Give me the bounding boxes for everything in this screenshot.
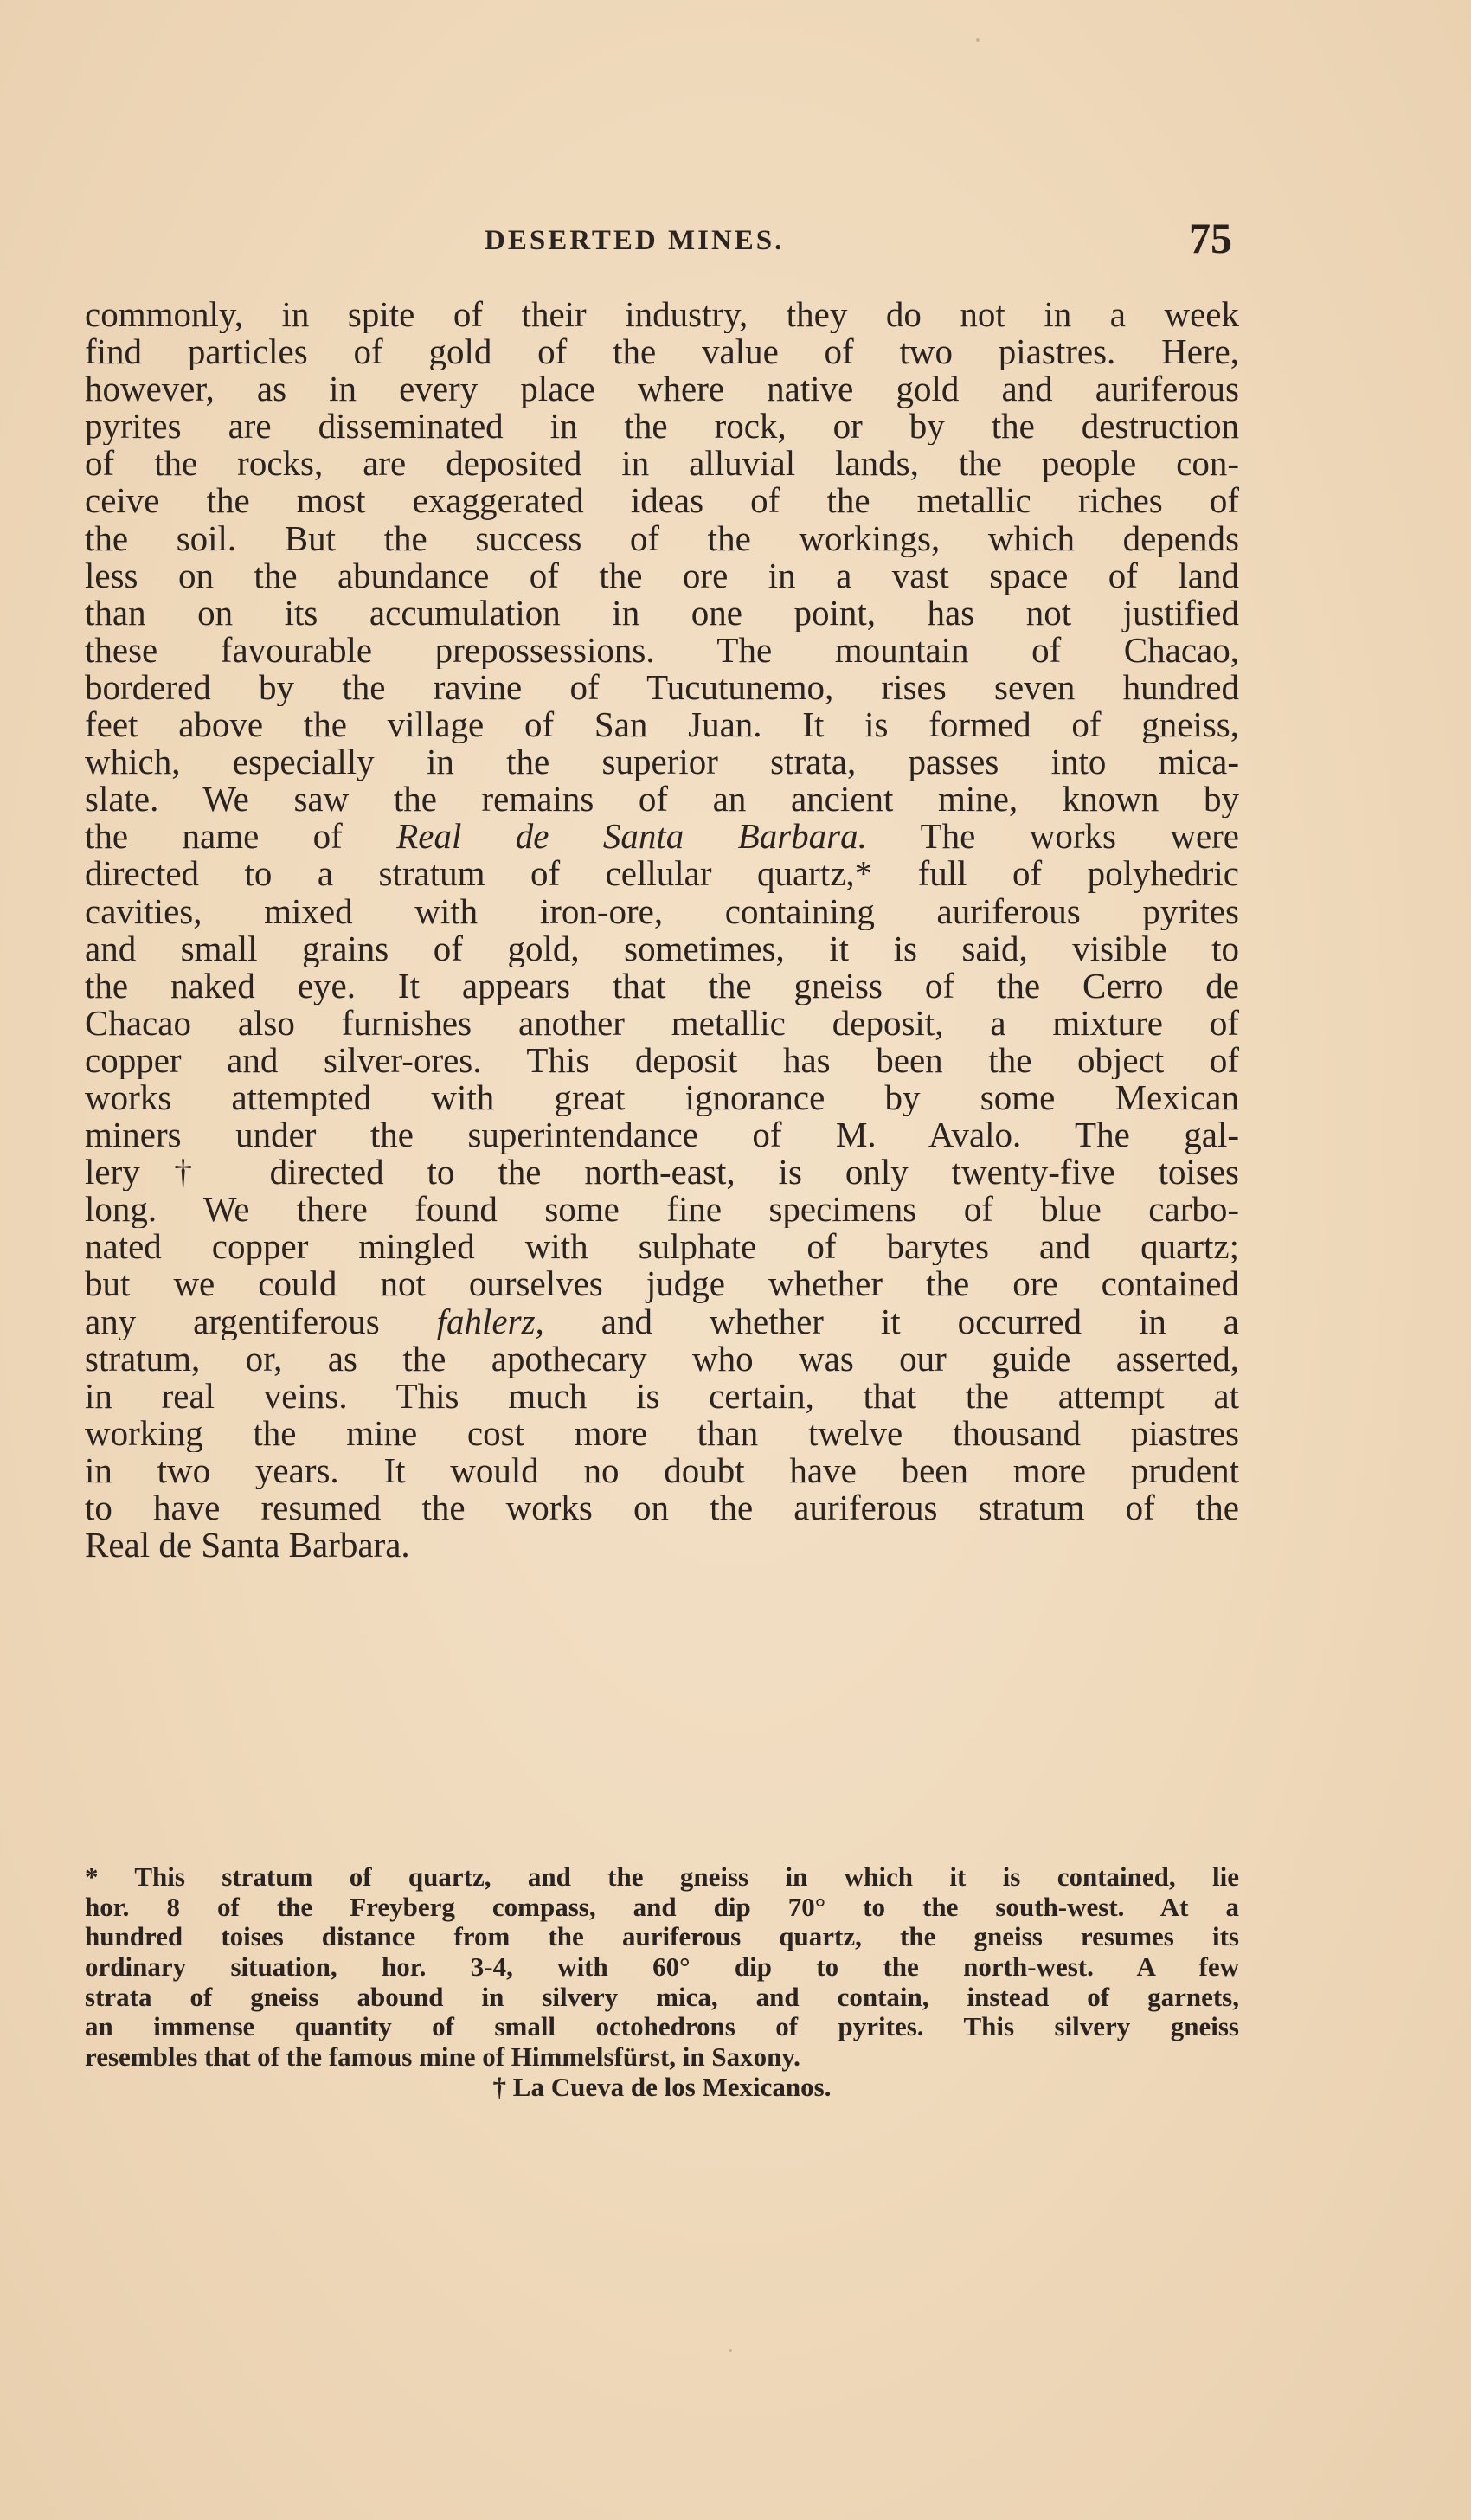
- footnote-line: ordinary situation, hor. 3-4, with 60° dip to the north-west. A few: [85, 1952, 1239, 1983]
- body-line: working the mine cost more than twelve thousand piastres: [85, 1414, 1239, 1452]
- body-line: in real veins. This much is certain, that the attempt at: [85, 1377, 1239, 1415]
- body-line: than on its accumulation in one point, has not justified: [85, 594, 1239, 632]
- page-number: 75: [1189, 214, 1232, 262]
- body-line: and small grains of gold, sometimes, it is said, visible to: [85, 929, 1239, 968]
- body-line: the naked eye. It appears that the gneiss of the Cerro de: [85, 967, 1239, 1005]
- body-line: the name of Real de Santa Barbara. The works were: [85, 818, 1239, 856]
- body-line: less on the abundance of the ore in a vast space of land: [85, 556, 1239, 595]
- body-line: bordered by the ravine of Tucutunemo, rises seven hundred: [85, 668, 1239, 707]
- body-line: feet above the village of San Juan. It is formed of gneiss,: [85, 706, 1239, 744]
- body-line: Real de Santa Barbara.: [85, 1527, 410, 1565]
- body-line: Chacao also furnishes another metallic deposit, a mixture of: [85, 1004, 1239, 1042]
- footnote-line: * This stratum of quartz, and the gneiss in which it is contained, lie: [85, 1862, 1239, 1892]
- body-line: works attempted with great ignorance by some Mexican: [85, 1078, 1239, 1117]
- paper-speck: [729, 2349, 732, 2352]
- body-line: pyrites are disseminated in the rock, or by the destruction: [85, 408, 1239, 446]
- body-line: slate. We saw the remains of an ancient mine, known by: [85, 781, 1239, 819]
- body-line: directed to a stratum of cellular quartz,* full of polyhedric: [85, 855, 1239, 893]
- footnote-line: † La Cueva de los Mexicanos.: [492, 2072, 832, 2102]
- footnote-line: an immense quantity of small octohedrons of pyrites. This silvery gneiss: [85, 2012, 1239, 2042]
- body-line: however, as in every place where native gold and auriferous: [85, 370, 1239, 408]
- body-line: find particles of gold of the value of two piastres. Here,: [85, 333, 1239, 371]
- running-head: DESERTED MINES.: [485, 225, 785, 256]
- body-line: the soil. But the success of the workings, which depends: [85, 519, 1239, 557]
- body-line: lery† directed to the north-east, is only twenty-five toises: [85, 1154, 1239, 1192]
- body-line: miners under the superintendance of M. Avalo. The gal-: [85, 1116, 1239, 1154]
- footnote-line: hor. 8 of the Freyberg compass, and dip 70° to the south-west. At a: [85, 1892, 1239, 1922]
- footnotes: [85, 1862, 1239, 2103]
- body-line: these favourable prepossessions. The mountain of Chacao,: [85, 631, 1239, 669]
- body-line: nated copper mingled with sulphate of barytes and quartz;: [85, 1228, 1239, 1266]
- body-line: to have resumed the works on the auriferous stratum of the: [85, 1489, 1239, 1527]
- body-line: any argentiferous fahlerz, and whether it occurred in a: [85, 1302, 1239, 1340]
- footnote-line: strata of gneiss abound in silvery mica, and contain, instead of garnets,: [85, 1982, 1239, 2012]
- paper-speck: [976, 38, 980, 42]
- body-line: of the rocks, are deposited in alluvial lands, the people con-: [85, 445, 1239, 483]
- body-line: in two years. It would no doubt have been more prudent: [85, 1451, 1239, 1489]
- body-line: cavities, mixed with iron-ore, containing auriferous pyrites: [85, 892, 1239, 930]
- body-line: but we could not ourselves judge whether the ore contained: [85, 1265, 1239, 1303]
- body-line: ceive the most exaggerated ideas of the metallic riches of: [85, 482, 1239, 520]
- body-text: [85, 296, 1239, 1564]
- footnote-line: resembles that of the famous mine of Himmelsfürst, in Saxony.: [85, 2042, 800, 2073]
- footnote-line: hundred toises distance from the auriferous quartz, the gneiss resumes its: [85, 1922, 1239, 1952]
- body-line: long. We there found some fine specimens of blue carbo-: [85, 1191, 1239, 1229]
- body-line: stratum, or, as the apothecary who was our guide asserted,: [85, 1340, 1239, 1378]
- page-header: [85, 213, 1239, 265]
- body-line: commonly, in spite of their industry, they do not in a week: [85, 296, 1239, 334]
- body-line: copper and silver-ores. This deposit has been the object of: [85, 1041, 1239, 1079]
- body-line: which, especially in the superior strata, passes into mica-: [85, 743, 1239, 781]
